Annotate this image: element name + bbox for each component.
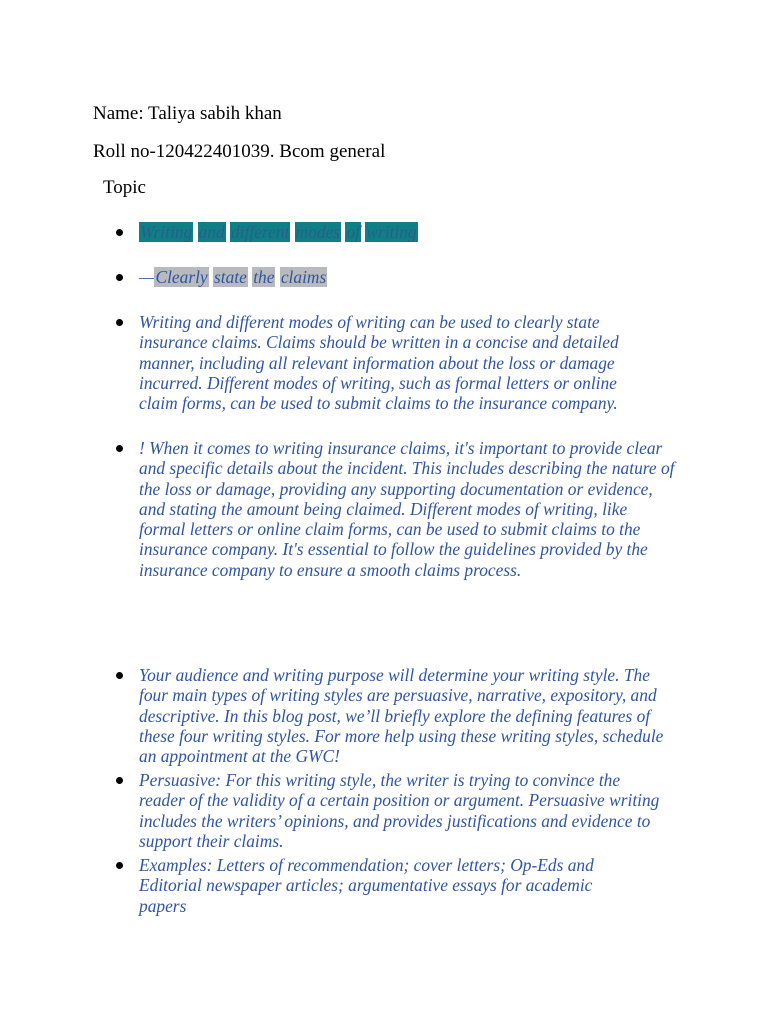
highlighted-word: writing xyxy=(366,222,417,242)
roll-number: Roll no-120422401039. Bcom general xyxy=(93,141,386,162)
bullet-dot-icon xyxy=(116,319,123,326)
bullet-item-4 xyxy=(139,438,677,580)
bullet-dot-icon xyxy=(116,672,123,679)
highlighted-word: Writing xyxy=(140,222,193,242)
highlighted-word: of xyxy=(346,222,360,242)
highlighted-word: and xyxy=(198,222,225,242)
bullet-dot-icon xyxy=(116,445,123,452)
bullet-item-6 xyxy=(139,770,669,851)
highlighted-word: Clearly xyxy=(155,267,208,287)
bullet-item-1 xyxy=(139,222,679,242)
bullet-dot-icon xyxy=(116,229,123,236)
bullet-item-2 xyxy=(139,267,679,287)
bullet-item-3 xyxy=(139,312,659,413)
highlighted-word: the xyxy=(253,267,275,287)
paragraph-text: Your audience and writing purpose will determine your writing style. The four main types of writing styles are persuasive, narrative, expository, and descriptive. In this blog post, we’ll briefly explore the defining features of these four writing styles. For more help using these writing styles, schedule an appointment at the GWC! xyxy=(139,665,664,767)
bullet-dot-icon xyxy=(116,862,123,869)
highlighted-word: different xyxy=(231,222,290,242)
paragraph-text: ! When it comes to writing insurance claims, it's important to provide clear and specific details about the incident. This includes describing the nature of the loss or damage, providing any supporting documentation or evidence, and stating the amount being claimed. Different modes of writing, like formal letters or online claim forms, can be used to submit claims to the insurance company. It's essential to follow the guidelines provided by the insurance company to ensure a smooth claims process. xyxy=(139,438,675,580)
student-name: Name: Taliya sabih khan xyxy=(93,103,282,124)
paragraph-text: Examples: Letters of recommendation; cover letters; Op-Eds and Editorial newspaper articles; argumentative essays for academic papers xyxy=(139,855,594,916)
highlighted-word: claims xyxy=(280,267,327,287)
highlighted-word: modes xyxy=(295,222,341,242)
highlighted-word: state xyxy=(214,267,247,287)
dash-prefix: — xyxy=(139,267,155,287)
bullet-item-7 xyxy=(139,855,639,916)
topic-label: Topic xyxy=(103,177,146,198)
paragraph-text: Writing and different modes of writing can be used to clearly state insurance claims. Claims should be written in a concise and detailed manner, including all relevant information about the loss or damage incurred. Different modes of writing, such as formal letters or online claim forms, can be used to submit claims to the insurance company. xyxy=(139,312,619,414)
bullet-item-5 xyxy=(139,665,677,766)
paragraph-text: Persuasive: For this writing style, the writer is trying to convince the reader of the validity of a certain position or argument. Persuasive writing includes the writers’ opinions, and provides justifications and evidence to support their claims. xyxy=(139,770,660,851)
bullet-dot-icon xyxy=(116,274,123,281)
bullet-dot-icon xyxy=(116,777,123,784)
